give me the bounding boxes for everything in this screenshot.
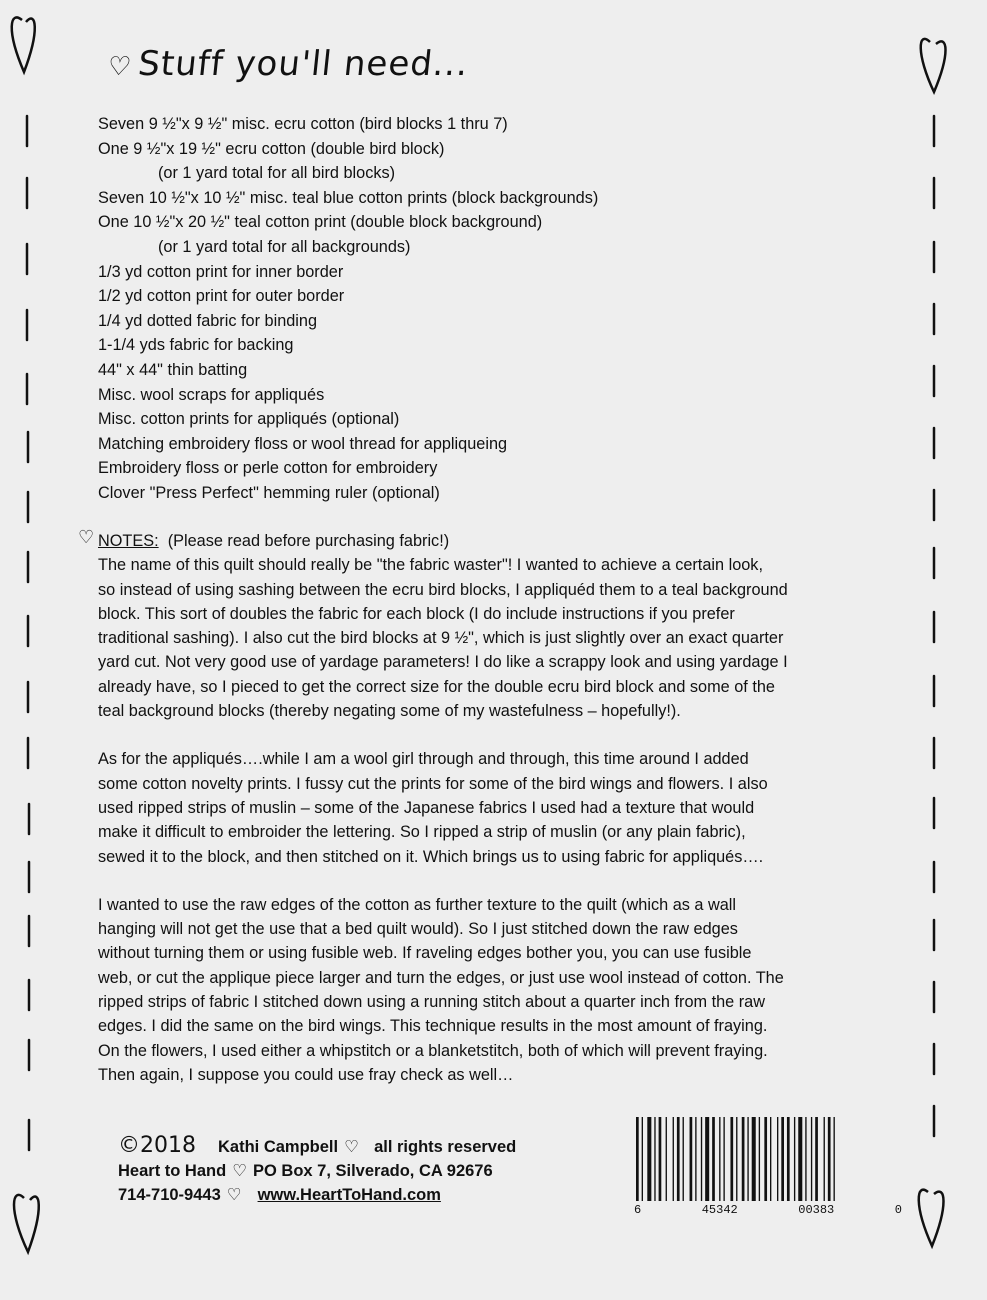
barcode-bar <box>701 1117 702 1201</box>
heart-icon: ♡ <box>78 527 95 547</box>
supplies-list <box>98 112 798 506</box>
barcode-bar <box>764 1117 767 1201</box>
notes-line: so instead of using sashing between the ecru bird blocks, I appliquéd them to a teal background <box>98 580 788 599</box>
notes-line: The name of this quilt should really be "the fabric waster"! I wanted to achieve a certain look, <box>98 556 763 575</box>
notes-line: ripped strips of fabric I stitched down using a running stitch about a quarter inch from the raw <box>98 993 765 1012</box>
barcode-bar <box>712 1117 715 1201</box>
barcode-bar <box>736 1117 737 1201</box>
barcode-bar <box>781 1117 784 1201</box>
barcode-bar <box>673 1117 674 1201</box>
barcode-digit-group: 45342 <box>701 1203 738 1217</box>
barcode-bar <box>815 1117 818 1201</box>
barcode-bar <box>770 1117 771 1201</box>
company-name: Heart to Hand <box>118 1162 227 1180</box>
notes-line: without turning them or using fusible web. If raveling edges bother you, you can use fusible <box>98 944 752 963</box>
notes-line: traditional sashing). I also cut the bird blocks at 9 ½", which is just slightly over an exact quarter <box>98 629 784 648</box>
heart-icon: ♡ <box>344 1138 359 1156</box>
supply-item: One 10 ½"x 20 ½" teal cotton print (double block background) <box>98 213 543 232</box>
barcode-bar <box>705 1117 709 1201</box>
heart-doodle-icon <box>12 17 35 72</box>
supply-item: (or 1 yard total for all bird blocks) <box>158 164 396 183</box>
notes-line: As for the appliqués….while I am a wool girl through and through, this time around I added <box>98 750 749 769</box>
notes-heading <box>98 529 878 553</box>
supply-item: 1-1/4 yds fabric for backing <box>98 336 294 355</box>
notes-line: yard cut. Not very good use of yardage parameters! I do like a scrappy look and using yardage I <box>98 653 788 672</box>
barcode-bar <box>747 1117 748 1201</box>
notes-line: Then again, I suppose you could use fray check as well… <box>98 1065 514 1084</box>
barcode-bar <box>636 1117 639 1201</box>
heart-doodle-icon <box>14 1195 39 1252</box>
barcode-bar <box>742 1117 745 1201</box>
barcode-digit-group: 6 <box>634 1203 642 1217</box>
barcode-bar <box>723 1117 724 1201</box>
notes-line: block. This sort of doubles the fabric for each block (I do include instructions if you prefer <box>98 604 735 623</box>
title-text: Stuff you'll need... <box>136 44 471 84</box>
notes-section <box>98 529 878 1087</box>
notes-line: some cotton novelty prints. I fussy cut the prints for some of the bird wings and flowers. I also <box>98 774 768 793</box>
barcode-bar <box>683 1117 684 1201</box>
notes-line: I wanted to use the raw edges of the cotton as further texture to the quilt (which as a wall <box>98 895 737 914</box>
barcode-bar <box>805 1117 806 1201</box>
heart-icon: ♡ <box>226 1186 242 1204</box>
page-title <box>106 44 471 84</box>
barcode-bar <box>647 1117 651 1201</box>
notes-line: hanging will not get the use that a bed quilt would). So I just stitched down the raw edges <box>98 920 738 939</box>
supply-item: 44" x 44" thin batting <box>98 360 248 379</box>
barcode-digits <box>634 1203 902 1217</box>
supply-item: 1/4 yd dotted fabric for binding <box>98 311 318 330</box>
barcode-bar <box>654 1117 655 1201</box>
notes-line: edges. I did the same on the bird wings. This technique results in the most amount of fraying. <box>98 1017 768 1036</box>
website-link[interactable]: www.HeartToHand.com <box>257 1186 441 1204</box>
notes-line: make it difficult to embroider the lettering. So I ripped a strip of muslin (or any plain fabric), <box>98 823 746 842</box>
barcode-bar <box>752 1117 756 1201</box>
supply-item: One 9 ½"x 19 ½" ecru cotton (double bird block) <box>98 139 445 158</box>
notes-line: On the flowers, I used either a whipstitch or a blanketstitch, both of which will prevent fraying. <box>98 1041 768 1060</box>
notes-line: already have, so I pieced to get the correct size for the double ecru bird block and some of the <box>98 677 775 696</box>
left-stitch-border <box>0 0 60 1300</box>
supply-item: Seven 9 ½"x 9 ½" misc. ecru cotton (bird blocks 1 thru 7) <box>98 115 508 133</box>
barcode-bar <box>642 1117 643 1201</box>
notes-line: web, or cut the applique piece larger and turn the edges, or just use wool instead of cotton. The <box>98 968 784 987</box>
notes-label-suffix: (Please read before purchasing fabric!) <box>167 532 450 550</box>
barcode-bar <box>811 1117 812 1201</box>
heart-icon: ♡ <box>106 52 134 82</box>
barcode-bar <box>794 1117 795 1201</box>
barcode-bar <box>798 1117 802 1201</box>
heart-doodle-icon <box>921 39 946 92</box>
author-name: Kathi Campbell <box>218 1138 339 1156</box>
right-stitch-border <box>910 0 970 1300</box>
supply-item: 1/2 yd cotton print for outer border <box>98 287 345 306</box>
barcode-bar <box>677 1117 680 1201</box>
barcode-bar <box>777 1117 778 1201</box>
barcode-digit-group: 0 <box>894 1203 902 1217</box>
barcode-bar <box>695 1117 696 1201</box>
barcode-icon <box>634 1117 904 1205</box>
barcode-bar <box>730 1117 733 1201</box>
heart-icon: ♡ <box>232 1162 247 1180</box>
notes-line: sewed it to the block, and then stitched on it. Which brings us to using fabric for appliqués…. <box>98 847 764 866</box>
notes-line: used ripped strips of muslin – some of the Japanese fabrics I used had a texture that would <box>98 798 755 817</box>
copyright: ©2018 <box>118 1133 196 1158</box>
supply-item: Embroidery floss or perle cotton for embroidery <box>98 459 438 478</box>
notes-paragraph <box>98 747 878 868</box>
barcode-bar <box>659 1117 662 1201</box>
notes-paragraph <box>98 893 878 1087</box>
supply-item: Misc. wool scraps for appliqués <box>98 385 325 404</box>
notes-label: NOTES: <box>98 532 159 550</box>
barcode-bar <box>828 1117 831 1201</box>
notes-body <box>98 553 878 1087</box>
rights-text: all rights reserved <box>374 1138 517 1156</box>
phone: 714-710-9443 <box>118 1186 221 1204</box>
supply-item: Clover "Press Perfect" hemming ruler (optional) <box>98 483 440 502</box>
barcode-digit-group: 00383 <box>798 1203 835 1217</box>
barcode-bar <box>666 1117 667 1201</box>
supply-item: 1/3 yd cotton print for inner border <box>98 262 344 281</box>
notes-paragraph <box>98 553 878 723</box>
address: PO Box 7, Silverado, CA 92676 <box>252 1162 493 1180</box>
supply-item: (or 1 yard total for all backgrounds) <box>158 237 411 256</box>
supply-item: Seven 10 ½"x 10 ½" misc. teal blue cotton prints (block backgrounds) <box>98 188 599 207</box>
supply-item: Matching embroidery floss or wool thread for appliqueing <box>98 434 508 453</box>
barcode-bar <box>690 1117 693 1201</box>
notes-line: teal background blocks (thereby negating some of my wastefulness – hopefully!). <box>98 702 681 721</box>
supply-item: Misc. cotton prints for appliqués (optional) <box>98 410 400 429</box>
barcode-bar <box>834 1117 835 1201</box>
barcode-bar <box>824 1117 825 1201</box>
barcode-bar <box>787 1117 790 1201</box>
publisher-footer <box>118 1134 638 1207</box>
barcode-bar <box>719 1117 720 1201</box>
heart-doodle-icon <box>919 1190 944 1246</box>
barcode-bar <box>759 1117 760 1201</box>
